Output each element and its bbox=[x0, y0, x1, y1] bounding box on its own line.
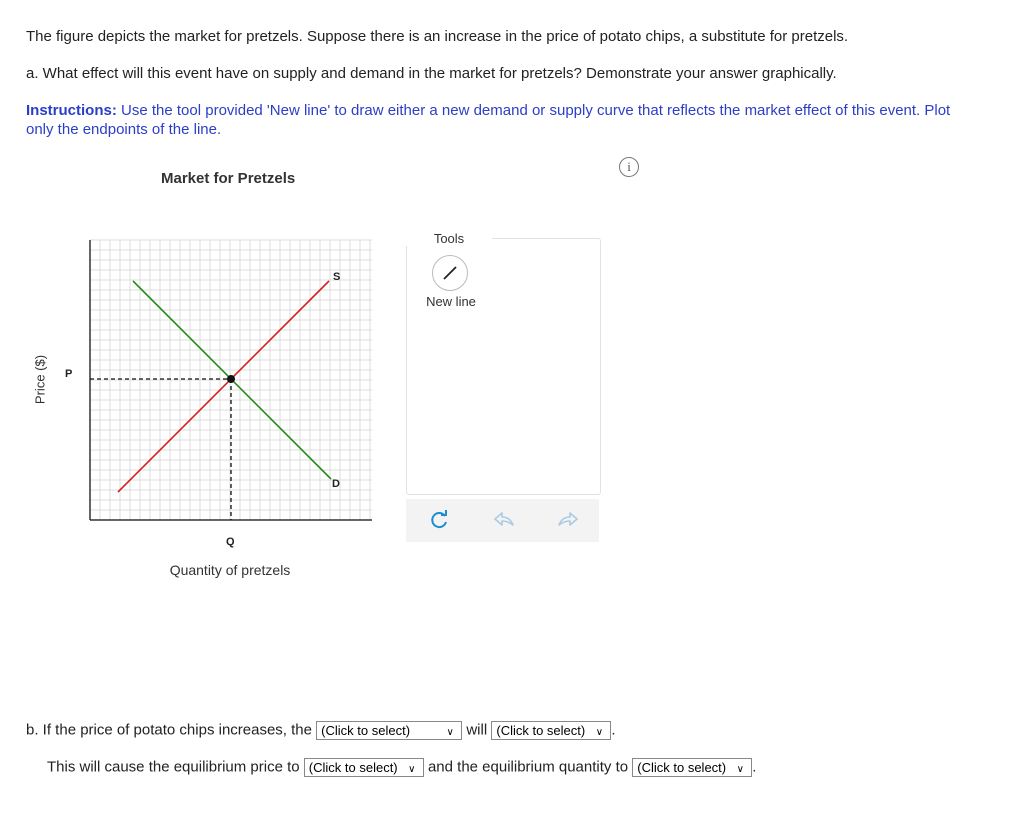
new-line-tool-label: New line bbox=[426, 294, 476, 309]
part-b-mid: will bbox=[466, 721, 488, 739]
change-select-value: (Click to select) bbox=[496, 723, 586, 738]
new-line-tool-button[interactable] bbox=[432, 255, 468, 291]
chevron-down-icon: ∨ bbox=[736, 764, 744, 775]
quantity-select-value: (Click to select) bbox=[637, 760, 727, 775]
question-intro: The figure depicts the market for pretzels. Suppose there is an increase in the price of potato chips, a substitute for pretzels. bbox=[26, 28, 849, 45]
equilibrium-point[interactable] bbox=[227, 375, 235, 383]
part-b-line-1 bbox=[26, 721, 616, 740]
quantity-axis-q-label: Q bbox=[226, 536, 235, 548]
instructions-text: Use the tool provided 'New line' to draw either a new demand or supply curve that reflects the market effect of this event. Plot only the endpoints of the line. bbox=[26, 102, 951, 138]
curve-select-dropdown[interactable] bbox=[316, 721, 462, 740]
curve-select-value: (Click to select) bbox=[321, 723, 411, 738]
price-select-value: (Click to select) bbox=[308, 760, 398, 775]
tools-title: Tools bbox=[406, 231, 492, 246]
chevron-down-icon: ∨ bbox=[595, 727, 604, 738]
part-b-line2-end: . bbox=[752, 758, 757, 776]
instructions bbox=[26, 101, 956, 139]
chevron-down-icon: ∨ bbox=[446, 727, 454, 738]
chevron-down-icon: ∨ bbox=[408, 764, 416, 775]
undo-icon[interactable] bbox=[491, 507, 517, 533]
quantity-select-dropdown[interactable] bbox=[632, 758, 752, 777]
part-b-line2-prefix: This will cause the equilibrium price to bbox=[47, 758, 300, 776]
part-b-line2-mid: and the equilibrium quantity to bbox=[427, 758, 629, 776]
y-axis-label bbox=[30, 352, 50, 412]
price-select-dropdown[interactable] bbox=[304, 758, 424, 777]
change-select-dropdown[interactable] bbox=[491, 721, 611, 740]
y-axis-label-text: Price ($) bbox=[32, 354, 48, 405]
part-b-prefix: b. If the price of potato chips increases, the bbox=[26, 721, 312, 739]
part-b-end: . bbox=[611, 721, 616, 739]
demand-label: D bbox=[332, 478, 340, 490]
price-axis-p-label: P bbox=[65, 368, 73, 380]
part-b-line-2 bbox=[47, 758, 756, 777]
info-icon[interactable]: i bbox=[619, 157, 639, 177]
question-part-a: a. What effect will this event have on supply and demand in the market for pretzels? Demonstrate your answer graphically. bbox=[26, 65, 837, 82]
x-axis-label: Quantity of pretzels bbox=[169, 562, 291, 578]
line-tool-icon bbox=[433, 256, 467, 290]
redo-icon[interactable] bbox=[555, 507, 581, 533]
refresh-icon[interactable] bbox=[426, 507, 452, 533]
market-graph[interactable] bbox=[60, 230, 390, 560]
supply-label: S bbox=[333, 271, 341, 283]
chart-title: Market for Pretzels bbox=[161, 170, 296, 187]
instructions-label: Instructions: bbox=[26, 102, 117, 119]
